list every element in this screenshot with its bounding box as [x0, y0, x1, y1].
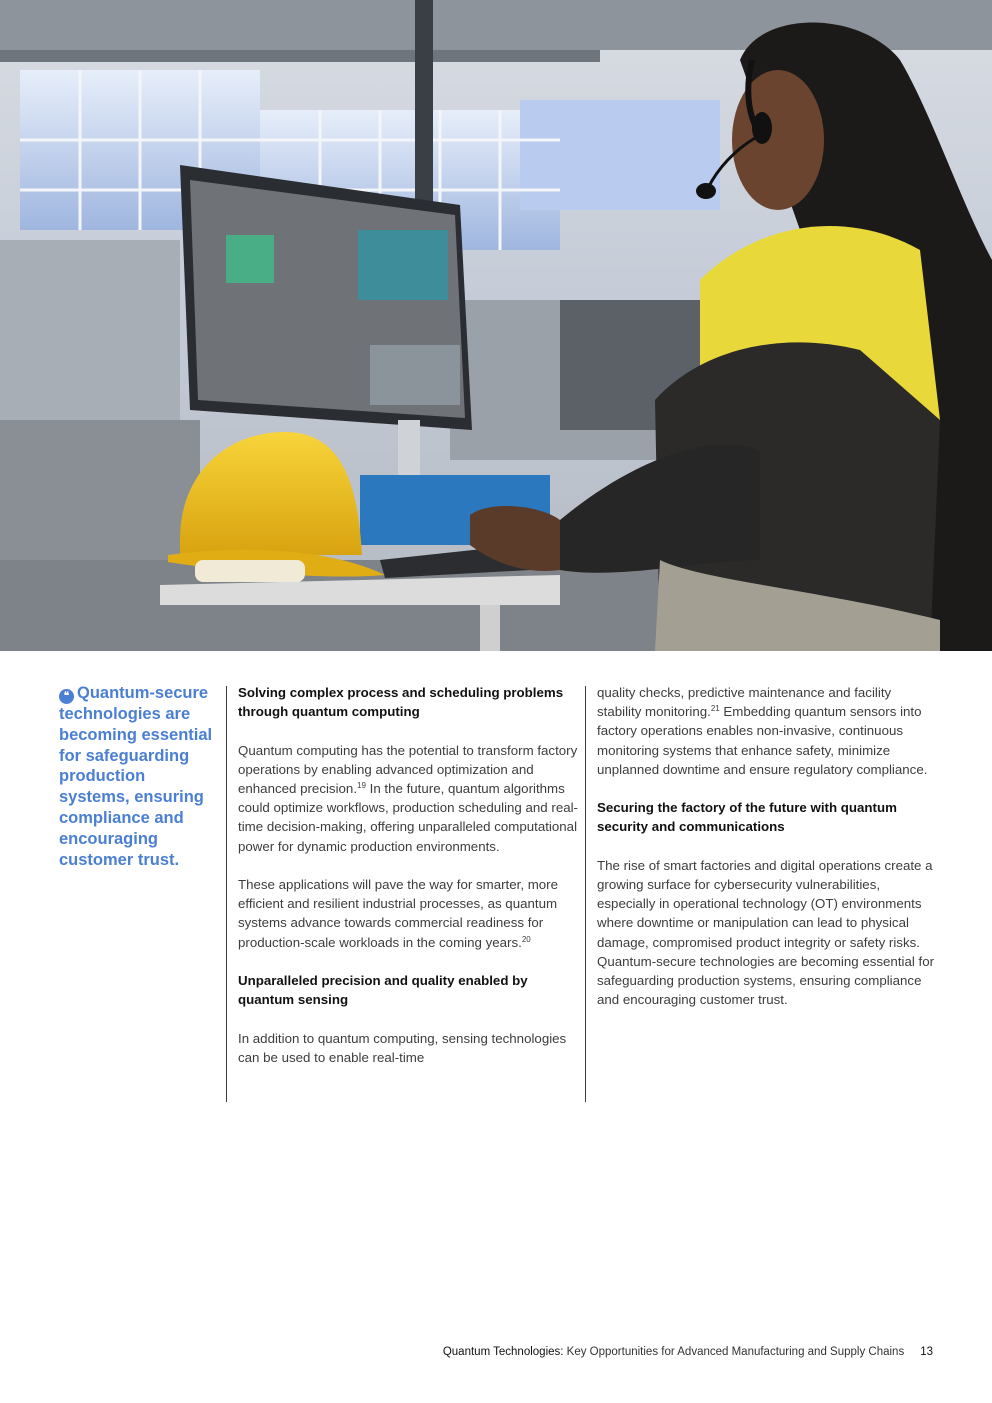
- pull-quote: [59, 683, 219, 870]
- paragraph-quantum-computing: Quantum computing has the potential to transform factory operations by enabling advanced optimization and enhanced precision.$^{19}$ In the future, quantum algorithms could optimize workflows, production scheduling and real-time decision-making, offering unparalleled computational power for dynamic production environments.: [238, 742, 578, 854]
- section-heading-quantum-sensing: Unparalleled precision and quality enabled by quantum sensing: [238, 973, 528, 1008]
- column-divider-right: [585, 686, 586, 1102]
- footnote-ref-20: 20: [521, 934, 531, 944]
- column-divider-left: [226, 686, 227, 1102]
- factory-worker-image: [0, 0, 992, 651]
- section-heading-quantum-computing: Solving complex process and scheduling problems through quantum computing: [238, 685, 564, 720]
- section-heading-quantum-security: Securing the factory of the future with quantum security and communications: [597, 800, 897, 835]
- footnote-ref-19: 19: [357, 781, 366, 790]
- paragraph-sensing: In addition to quantum computing, sensing technologies can be used to enable real-time: [238, 1030, 567, 1065]
- page-footer: [443, 1346, 933, 1358]
- paragraph-smart-factories: The rise of smart factories and digital operations create a growing surface for cybersecurity vulnerabilities, especially in operational technology (OT) environments where downtime or manipulation can lead to physical damage, compromised product integrity or safety risks. Quantum-secure technologies are becoming essential for safeguarding production systems, ensuring compliance and encouraging customer trust.: [597, 857, 935, 1008]
- footer-report-title-strong: Quantum Technologies:: [442, 1346, 564, 1358]
- pull-quote-text: Quantum-secure technologies are becoming essential for safeguarding production systems, ensuring compliance and encouraging customer trust.: [59, 684, 213, 869]
- paragraph-applications: These applications will pave the way for smarter, more efficient and resilient industrial processes, as quantum systems advance towards commercial readiness for production-scale workloads in the coming years.$^{20}$: [238, 877, 559, 950]
- paragraph-quality-checks: quality checks, predictive maintenance and facility stability monitoring.$^{21}$ Embedding quantum sensors into factory operations enables non-invasive, continuous monitoring systems that enhance safety, minimize unplanned downtime and ensure regulatory compliance.: [597, 685, 928, 777]
- quote-icon: ❝: [59, 689, 74, 704]
- page-number: 13: [920, 1346, 933, 1358]
- footnote-ref-21: 21: [710, 704, 720, 714]
- hero-photo: [0, 0, 992, 651]
- footer-report-title: Key Opportunities for Advanced Manufacturing and Supply Chains: [563, 1346, 905, 1358]
- article-column-2: [597, 683, 937, 1009]
- article-column-1: [238, 683, 578, 1067]
